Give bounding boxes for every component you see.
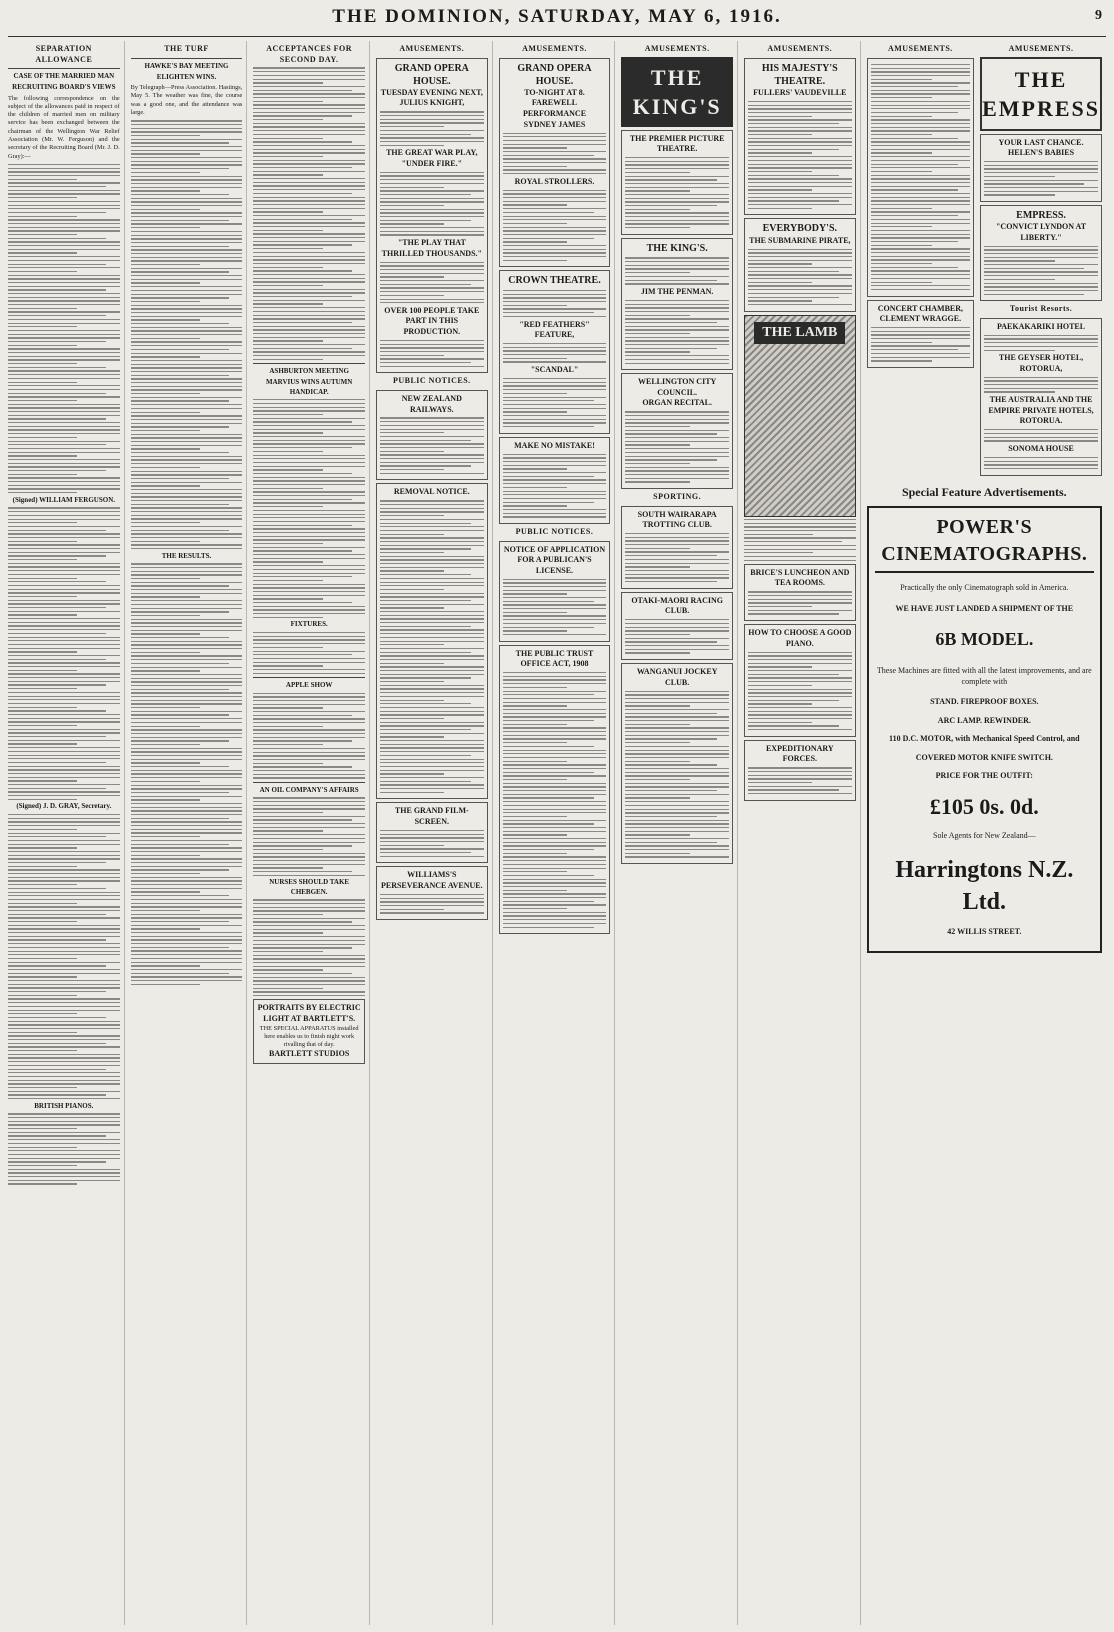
body-text-block bbox=[984, 161, 1098, 195]
kings-logo: THE KING'S bbox=[621, 57, 733, 127]
powers-tagline: Practically the only Cinematograph sold in America. bbox=[900, 583, 1069, 593]
section-headline: AMUSEMENTS. bbox=[522, 44, 587, 53]
advert-bartlett bbox=[253, 999, 365, 1064]
column-6 bbox=[621, 41, 738, 1625]
article-subhead: APPLE SHOW bbox=[285, 680, 333, 689]
body-text-block bbox=[380, 417, 484, 474]
body-text-block bbox=[625, 691, 729, 858]
divider bbox=[131, 58, 243, 59]
advert-line: TO-NIGHT AT 8. bbox=[524, 87, 585, 97]
advert-heading: SOUTH WAIRARAPA TROTTING CLUB. bbox=[637, 509, 717, 530]
body-text-block bbox=[8, 814, 120, 1099]
body-text-block bbox=[984, 457, 1098, 469]
advert-line: JIM THE PENMAN. bbox=[640, 286, 714, 296]
body-text-block bbox=[744, 519, 856, 561]
powers-price: £105 0s. 0d. bbox=[929, 793, 1039, 819]
advert-line: YOUR LAST CHANCE. bbox=[998, 137, 1084, 147]
body-text-block bbox=[380, 172, 484, 236]
section-headline: AMUSEMENTS. bbox=[887, 44, 953, 53]
section-headline: THE TURF bbox=[164, 44, 209, 53]
body-text-block bbox=[380, 500, 484, 793]
body-text-block bbox=[625, 157, 729, 228]
advert-heading: WANGANUI JOCKEY CLUB. bbox=[636, 667, 718, 687]
divider bbox=[253, 782, 365, 783]
article-subhead: FIXTURES. bbox=[290, 620, 328, 629]
advert-crown-theatre bbox=[499, 270, 611, 433]
advert-film-screen bbox=[376, 802, 488, 863]
body-text-block bbox=[253, 693, 365, 779]
page-number: 9 bbox=[1095, 8, 1102, 23]
powers-agent-label: Sole Agents for New Zealand— bbox=[933, 830, 1036, 840]
article-subhead: RECRUITING BOARD'S VIEWS bbox=[12, 83, 116, 92]
advert-line: TUESDAY EVENING NEXT, bbox=[380, 87, 483, 97]
powers-shipment: WE HAVE JUST LANDED A SHIPMENT OF THE bbox=[895, 603, 1074, 613]
section-headline: AMUSEMENTS. bbox=[399, 44, 465, 53]
body-text-block bbox=[748, 101, 852, 209]
advert-removal bbox=[376, 483, 488, 799]
article-subhead: CASE OF THE MARRIED MAN bbox=[13, 72, 115, 81]
body-text-block bbox=[748, 652, 852, 731]
advert-jockey-club bbox=[621, 663, 733, 864]
advert-line: SYDNEY JAMES bbox=[523, 119, 586, 129]
advert-line: FULLERS' VAUDEVILLE bbox=[753, 87, 847, 97]
powers-title: POWER'S CINEMATOGRAPHS. bbox=[875, 514, 1094, 573]
advert-heading: NOTICE OF APPLICATION FOR A PUBLICAN'S LICENSE. bbox=[503, 544, 606, 575]
advert-heading: BRICE'S LUNCHEON AND TEA ROOMS. bbox=[750, 567, 850, 588]
column-7 bbox=[744, 41, 861, 1625]
advert-make-no-mistake bbox=[499, 437, 611, 524]
advert-heading: GRAND OPERA HOUSE. bbox=[394, 62, 469, 87]
body-text-block bbox=[748, 767, 852, 794]
advert-williams bbox=[376, 866, 488, 920]
advert-kings-theatre bbox=[621, 130, 733, 235]
column-1 bbox=[8, 41, 125, 1625]
advert-heading: WILLIAMS'S PERSEVERANCE AVENUE. bbox=[380, 870, 483, 890]
powers-feature: ARC LAMP. REWINDER. bbox=[937, 715, 1031, 725]
advert-his-majestys bbox=[744, 58, 856, 216]
advert-line: HELEN'S BABIES bbox=[1008, 148, 1075, 158]
article-subhead: BRITISH PIANOS. bbox=[34, 1101, 94, 1110]
section-headline: AMUSEMENTS. bbox=[644, 44, 710, 53]
article-subhead: NURSES SHOULD TAKE CHEBGEN. bbox=[269, 878, 350, 896]
the-lamb-title: THE LAMB bbox=[754, 322, 845, 344]
advert-racing-club bbox=[621, 592, 733, 660]
advert-line: THE PREMIER PICTURE THEATRE. bbox=[629, 133, 725, 154]
advert-heading: CONCERT CHAMBER, bbox=[877, 303, 964, 313]
body-text-block bbox=[503, 133, 607, 175]
advert-heading: OTAKI-MAORI RACING CLUB. bbox=[631, 595, 723, 616]
advert-line: THE GREAT WAR PLAY, "UNDER FIRE." bbox=[386, 148, 478, 168]
advert-line: THE SUBMARINE PIRATE, bbox=[749, 235, 851, 245]
body-text-block bbox=[131, 120, 243, 549]
advert-line: FAREWELL PERFORMANCE bbox=[522, 98, 587, 119]
body-text-block bbox=[748, 591, 852, 614]
body-text-block bbox=[625, 411, 729, 482]
signature: (Signed) WILLIAM FERGUSON. bbox=[12, 495, 115, 504]
powers-feature: 110 D.C. MOTOR, with Mechanical Speed Control, and bbox=[889, 734, 1080, 744]
article-headline: SEPARATION ALLOWANCE bbox=[35, 44, 93, 64]
article-subhead: HAWKE'S BAY MEETING bbox=[144, 61, 229, 70]
powers-model: 6B MODEL. bbox=[935, 629, 1034, 650]
advert-heading: THE KING'S. bbox=[646, 242, 708, 254]
advert-heading: REMOVAL NOTICE. bbox=[393, 487, 470, 497]
powers-address: 42 WILLIS STREET. bbox=[947, 926, 1022, 936]
advert-heading: NEW ZEALAND RAILWAYS. bbox=[401, 393, 462, 414]
section-headline: PUBLIC NOTICES. bbox=[515, 527, 594, 536]
advert-heading: HOW TO CHOOSE A GOOD PIANO. bbox=[748, 628, 852, 648]
advert-heading: THE GRAND FILM-SCREEN. bbox=[394, 806, 469, 826]
advert-line: "RED FEATHERS" FEATURE, bbox=[519, 319, 590, 340]
advert-everybodys bbox=[744, 218, 856, 311]
body-text-block bbox=[131, 563, 243, 985]
body-text-block bbox=[253, 399, 365, 618]
powers-feature: STAND. FIREPROOF BOXES. bbox=[930, 697, 1039, 707]
advert-line: ORGAN RECITAL. bbox=[642, 398, 712, 408]
powers-price-label: PRICE FOR THE OUTFIT: bbox=[935, 771, 1033, 781]
section-headline: AMUSEMENTS. bbox=[1008, 44, 1074, 53]
body-text-block bbox=[503, 378, 607, 427]
advert-empress bbox=[980, 134, 1102, 202]
body-text-block bbox=[748, 249, 852, 306]
body-text-block bbox=[8, 164, 120, 493]
empress-logo: THE EMPRESS bbox=[980, 57, 1102, 131]
column-3 bbox=[253, 41, 370, 1625]
advert-grand-opera-house-2 bbox=[499, 58, 611, 268]
column-2 bbox=[131, 41, 248, 1625]
advert-trotting-club bbox=[621, 506, 733, 589]
divider bbox=[253, 363, 365, 364]
body-text-block bbox=[984, 335, 1098, 351]
special-feature-heading: Special Feature Advertisements. bbox=[901, 484, 1067, 499]
advert-line: "CONVICT LYNDON AT LIBERTY." bbox=[995, 222, 1087, 242]
advert-grand-opera-house bbox=[376, 58, 488, 374]
section-headline: PUBLIC NOTICES. bbox=[392, 376, 471, 386]
section-headline: ACCEPTANCES FOR SECOND DAY. bbox=[266, 44, 353, 64]
body-text-block bbox=[253, 67, 365, 360]
article-subhead: ELIGHTEN WINS. bbox=[156, 72, 217, 81]
body-text-block bbox=[503, 672, 607, 928]
advert-railways bbox=[376, 390, 488, 480]
advert-heading: THE GEYSER HOTEL, ROTORUA, bbox=[998, 353, 1084, 373]
body-text-block bbox=[984, 377, 1098, 393]
advert-line: "THE PLAY THAT THRILLED THOUSANDS." bbox=[381, 238, 482, 258]
body-text-block bbox=[503, 454, 607, 518]
body-text-block bbox=[625, 300, 729, 364]
body-text-block bbox=[503, 579, 607, 636]
column-8-top bbox=[867, 41, 1102, 479]
body-text-block bbox=[984, 429, 1098, 441]
advert-heading: EMPRESS. bbox=[1016, 209, 1066, 221]
advert-city-council bbox=[621, 373, 733, 489]
advert-heading: MAKE NO MISTAKE! bbox=[514, 440, 595, 450]
advert-public-trust bbox=[499, 645, 611, 935]
advert-heading: CROWN THEATRE. bbox=[508, 275, 601, 287]
body-text-block bbox=[380, 894, 484, 914]
advert-heading: THE AUSTRALIA AND THE EMPIRE PRIVATE HOTELS, ROTORUA. bbox=[988, 395, 1094, 426]
columns bbox=[8, 41, 1106, 1625]
body-text-block bbox=[380, 262, 484, 304]
advert-concert-chamber bbox=[867, 300, 974, 368]
advert-text: THE SPECIAL APPARATUS installed here enables us to finish night work rivalling that of day. bbox=[259, 1024, 359, 1049]
powers-feature: COVERED MOTOR KNIFE SWITCH. bbox=[915, 752, 1053, 762]
advert-line: CLEMENT WRAGGE. bbox=[879, 314, 962, 324]
powers-features-intro: These Machines are fitted with all the latest improvements, and are complete with bbox=[876, 666, 1092, 686]
advert-paekakariki bbox=[980, 318, 1102, 476]
column-5 bbox=[499, 41, 616, 1625]
article-subhead: MARVIUS WINS AUTUMN HANDICAP. bbox=[265, 378, 353, 396]
advert-heading: EVERYBODY'S. bbox=[762, 223, 838, 235]
advert-line: JULIUS KNIGHT, bbox=[399, 98, 465, 108]
advert-kings-2 bbox=[621, 238, 733, 370]
masthead bbox=[8, 6, 1106, 37]
body-text-block bbox=[503, 343, 607, 363]
powers-cinematographs-advert bbox=[867, 506, 1102, 953]
article-subhead: AN OIL COMPANY'S AFFAIRS bbox=[259, 785, 359, 794]
body-text-block bbox=[253, 797, 365, 876]
body-text-block bbox=[871, 327, 970, 361]
body-text-block bbox=[625, 257, 729, 284]
advert-name: BARTLETT STUDIOS bbox=[269, 1049, 350, 1059]
advert-line: ROYAL STROLLERS. bbox=[514, 176, 595, 186]
advert-heading: GRAND OPERA HOUSE. bbox=[517, 62, 592, 87]
column-8 bbox=[867, 41, 1106, 1625]
article-paragraph: By Telegraph—Press Association. Hastings, May 5. The weather was fine, the course was a good one, and the attendance was large. bbox=[130, 84, 243, 116]
the-lamb-illustration bbox=[744, 315, 856, 517]
advert-empress-2 bbox=[980, 205, 1102, 301]
column-8-left bbox=[867, 41, 974, 479]
body-text-block bbox=[503, 290, 607, 317]
body-text-block bbox=[380, 340, 484, 367]
advert-his-majestys-2 bbox=[867, 58, 974, 297]
body-text-block bbox=[8, 507, 120, 800]
signature: (Signed) J. D. GRAY, Secretary. bbox=[16, 802, 112, 811]
column-8-right bbox=[980, 41, 1102, 479]
advert-publican-license bbox=[499, 541, 611, 642]
body-text-block bbox=[984, 246, 1098, 295]
body-text-block bbox=[625, 619, 729, 653]
article-subhead: ASHBURTON MEETING bbox=[269, 367, 349, 376]
advert-heading: THE PUBLIC TRUST OFFICE ACT, 1908 bbox=[515, 648, 594, 669]
advert-heading: WELLINGTON CITY COUNCIL. bbox=[637, 377, 717, 397]
column-4 bbox=[376, 41, 493, 1625]
body-text-block bbox=[380, 830, 484, 857]
divider bbox=[8, 68, 120, 69]
masthead-title: THE DOMINION, SATURDAY, MAY 6, 1916. bbox=[332, 6, 782, 27]
body-text-block bbox=[8, 1113, 120, 1184]
advert-heading: SONOMA HOUSE bbox=[1008, 443, 1074, 453]
powers-agent: Harringtons N.Z. Ltd. bbox=[895, 857, 1074, 916]
body-text-block bbox=[871, 64, 970, 290]
advert-heading: PAEKAKARIKI HOTEL bbox=[996, 321, 1086, 331]
advert-expeditionary bbox=[744, 740, 856, 801]
advert-heading: PORTRAITS BY ELECTRIC LIGHT AT BARTLETT'S. bbox=[257, 1003, 361, 1023]
body-text-block bbox=[625, 533, 729, 582]
body-text-block bbox=[380, 111, 484, 145]
section-headline: AMUSEMENTS. bbox=[767, 44, 833, 53]
advert-line: "SCANDAL" bbox=[530, 365, 579, 375]
advert-piano bbox=[744, 624, 856, 737]
section-headline: Tourist Resorts. bbox=[1009, 304, 1073, 314]
section-headline: SPORTING. bbox=[653, 492, 702, 502]
body-text-block bbox=[253, 899, 365, 996]
divider bbox=[253, 677, 365, 678]
advert-line: OVER 100 PEOPLE TAKE PART IN THIS PRODUCTION. bbox=[384, 305, 480, 336]
advert-heading: EXPEDITIONARY FORCES. bbox=[765, 743, 834, 764]
body-text-block bbox=[503, 190, 607, 261]
article-subhead: THE RESULTS. bbox=[161, 551, 212, 560]
advert-brices bbox=[744, 564, 856, 621]
body-text-block bbox=[253, 632, 365, 674]
article-paragraph: The following correspondence on the subject of the allowances paid in respect of the children of married men on military service has been exchanged between the chairman of the Wellington War Relief Association (Mr. W. Ferguson) and the secretary of the Recruiting Board (Mr. J. D. Gray):— bbox=[8, 94, 120, 160]
advert-heading: HIS MAJESTY'S THEATRE. bbox=[761, 62, 838, 87]
